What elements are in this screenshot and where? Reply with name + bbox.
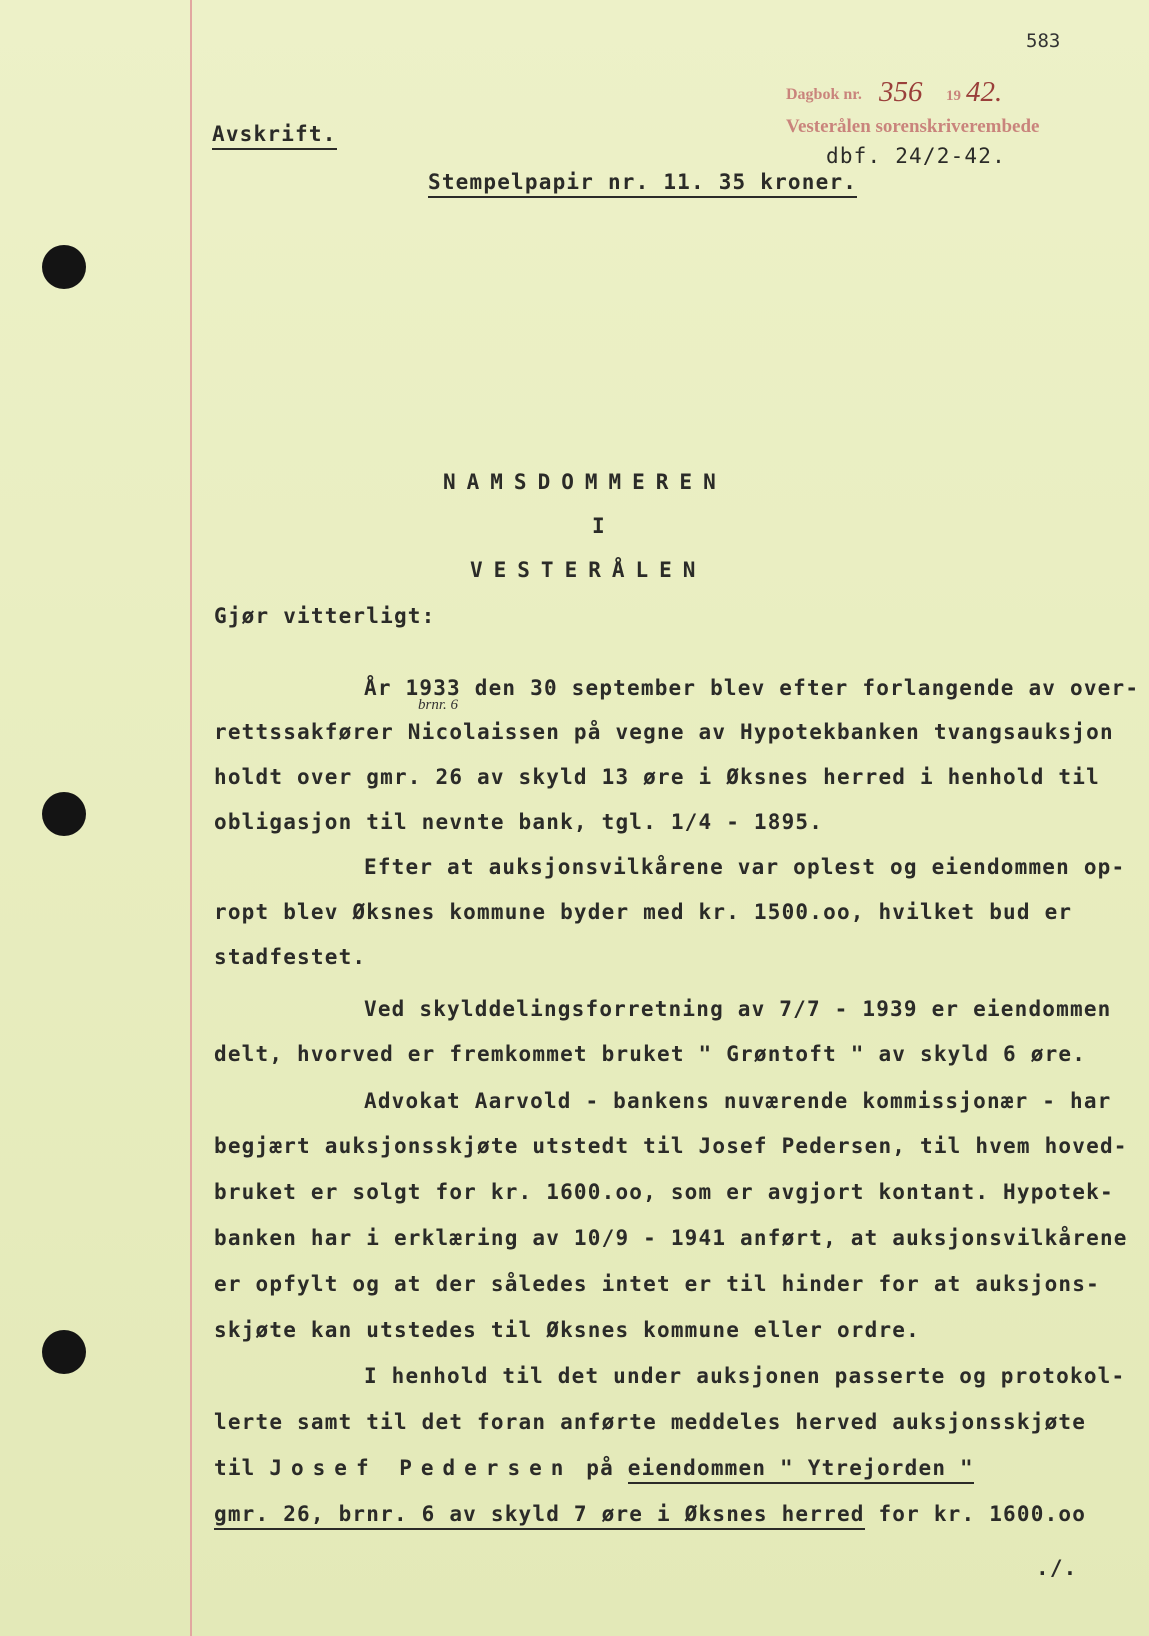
title-line-1: NAMSDOMMEREN (443, 470, 727, 494)
body-line: Advokat Aarvold - bankens nuværende kommissjonær - har (364, 1089, 1112, 1113)
title-line-2: I (592, 514, 616, 538)
body-line: delt, hvorved er fremkommet bruket " Grøntoft " av skyld 6 øre. (214, 1042, 1087, 1066)
punch-hole-icon (42, 1330, 86, 1374)
body-line: lerte samt til det foran anførte meddeles herved auksjonsskjøte (214, 1410, 1087, 1434)
body-line: Ved skylddelingsforretning av 7/7 - 1939 er eiendommen (364, 997, 1112, 1021)
stamp-dagbok-label: Dagbok nr. (786, 86, 862, 103)
stamp-year-suffix: 42. (966, 76, 1003, 108)
body-line: I henhold til det under auksjonen passerte og protokol- (364, 1364, 1126, 1388)
body-line: ropt blev Øksnes kommune byder med kr. 1500.oo, hvilket bud er (214, 900, 1073, 924)
avskrift-label: Avskrift. (212, 122, 337, 146)
punch-hole-icon (42, 792, 86, 836)
handwritten-brnr-note: brnr. 6 (418, 697, 459, 713)
body-line: År 1933 den 30 september blev efter forlangende av over- (364, 676, 1140, 700)
stamp-office: Vesterålen sorenskriverembede (786, 116, 1040, 137)
continuation-mark: ./. (1036, 1556, 1078, 1580)
punch-hole-icon (42, 245, 86, 289)
body-line: Efter at auksjonsvilkårene var oplest og eiendommen op- (364, 855, 1126, 879)
body-line: stadfestet. (214, 945, 367, 969)
body-line-recipient: til Josef Pedersen på eiendommen " Ytrejorden " (214, 1456, 974, 1480)
body-line: er opfylt og at der således intet er til hinder for at auksjons- (214, 1272, 1100, 1296)
body-line: skjøte kan utstedes til Øksnes kommune eller ordre. (214, 1318, 920, 1342)
page-number: 583 (1026, 30, 1061, 52)
body-line: holdt over gmr. 26 av skyld 13 øre i Øksnes herred i henhold til (214, 765, 1100, 789)
recipient-name: Josef Pedersen (269, 1456, 573, 1480)
stamp-year-prefix: 19 (946, 88, 961, 104)
stempelpapir-line: Stempelpapir nr. 11. 35 kroner. (428, 170, 857, 194)
body-line: rettssakfører Nicolaissen på vegne av Hypotekbanken tvangsauksjon (214, 720, 1114, 744)
body-line: begjært auksjonsskjøte utstedt til Josef Pedersen, til hvem hoved- (214, 1134, 1128, 1158)
body-line: obligasjon til nevnte bank, tgl. 1/4 - 1895. (214, 810, 824, 834)
stamp-dagbok-number: 356 (879, 76, 923, 108)
red-margin-line (190, 0, 192, 1636)
body-line-property: gmr. 26, brnr. 6 av skyld 7 øre i Øksnes herred for kr. 1600.oo (214, 1502, 1086, 1526)
body-line: banken har i erklæring av 10/9 - 1941 anført, at auksjonsvilkårene (214, 1226, 1128, 1250)
dbf-date: dbf. 24/2-42. (826, 144, 1006, 168)
title-line-3: VESTERÅLEN (470, 558, 707, 582)
body-line: bruket er solgt for kr. 1600.oo, som er avgjort kontant. Hypotek- (214, 1180, 1114, 1204)
opening-phrase: Gjør vitterligt: (214, 604, 436, 628)
